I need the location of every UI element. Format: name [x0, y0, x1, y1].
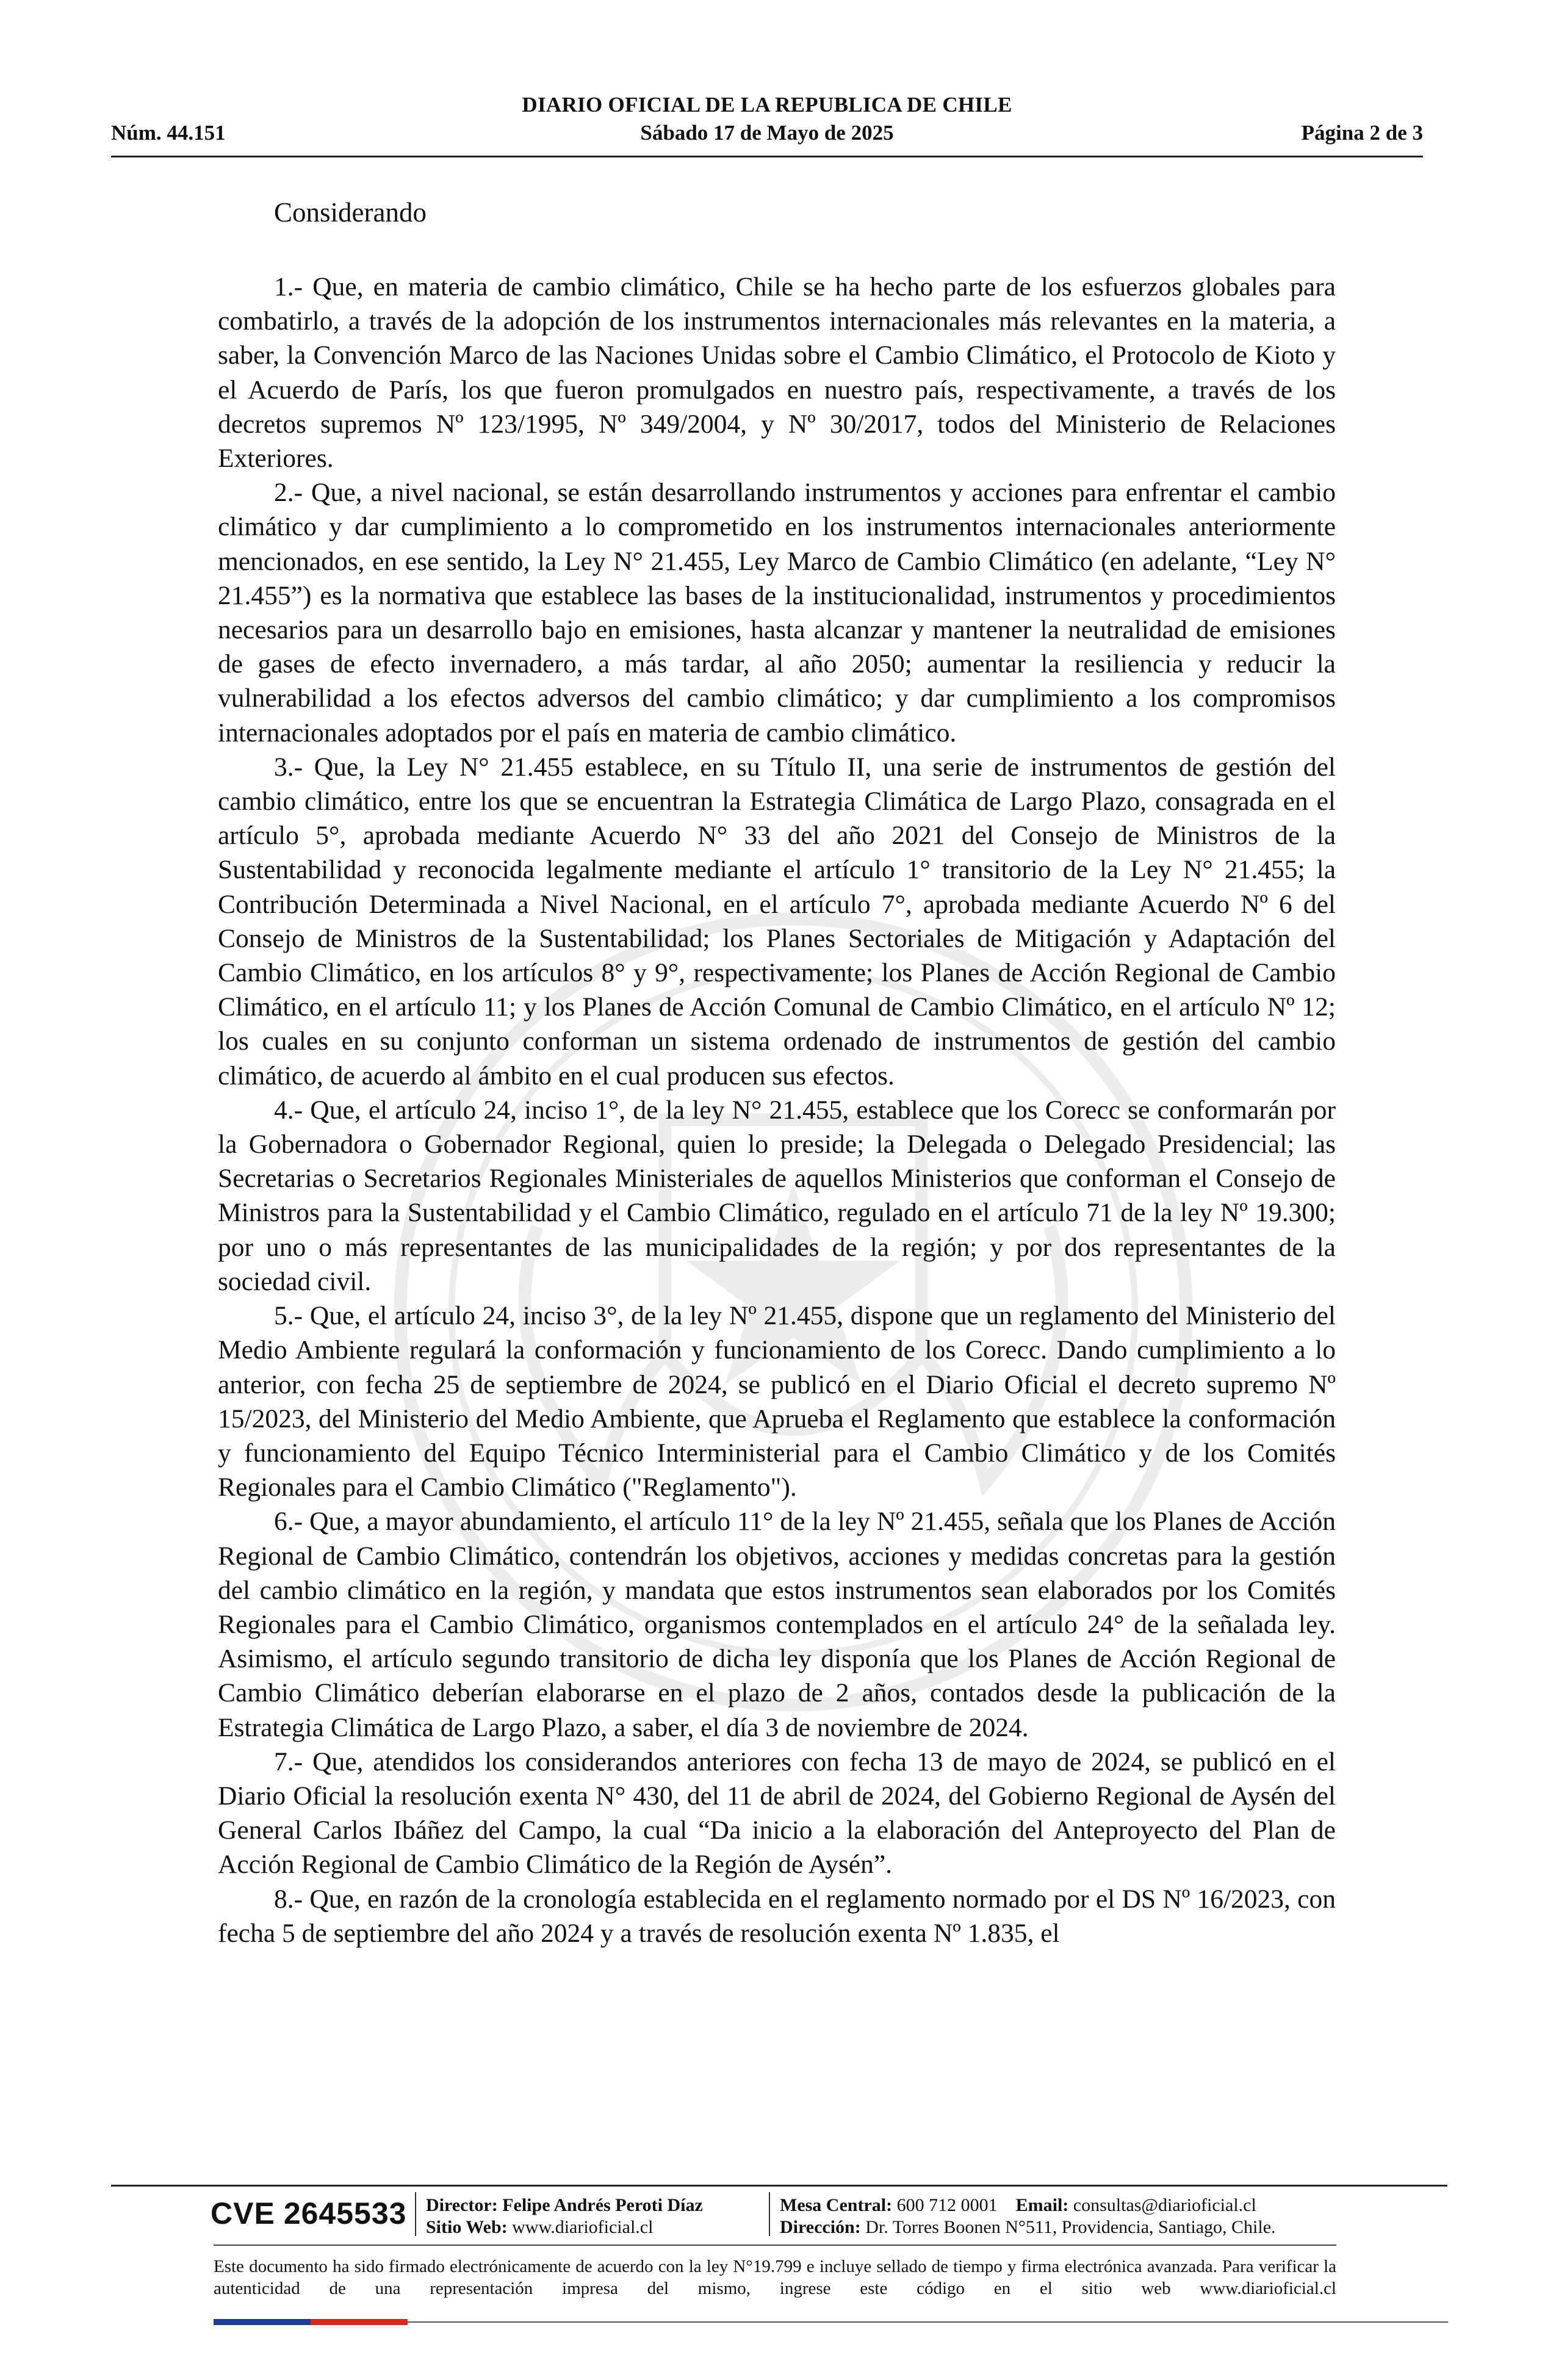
flag-red-segment	[311, 2319, 408, 2325]
page-header	[111, 93, 1423, 160]
footer-divider-mid	[214, 2245, 1336, 2246]
flag-stripe	[214, 2319, 408, 2325]
paragraph-8: 8.- Que, en razón de la cronología establecida en el reglamento normado por el DS Nº 16/2023, con fecha 5 de septiembre del año 2024 y a través de resolución exenta Nº 1.835, el	[218, 1884, 1336, 1948]
section-heading: Considerando	[274, 197, 427, 228]
phone-number: 600 712 0001	[896, 2195, 998, 2215]
address-text: Dr. Torres Boonen N°511, Providencia, Santiago, Chile.	[865, 2217, 1276, 2237]
issue-number: Núm. 44.151	[111, 121, 226, 145]
footer-divider-top	[111, 2185, 1447, 2187]
paragraph-2: 2.- Que, a nivel nacional, se están desarrollando instrumentos y acciones para enfrentar el cambio climático y dar cumplimiento a lo comprometido en los instrumentos internacionales anteriormente mencionados, en ese sentido, la Ley N° 21.455, Ley Marco de Cambio Climático (en adelante, “Ley N° 21.455”) es la normativa que establece las bases de la institucionalidad, instrumentos y procedimientos necesarios para un desarrollo bajo en emisiones, hasta alcanzar y mantener la neutralidad de emisiones de gases de efecto invernadero, a más tardar, al año 2050; aumentar la resiliencia y reducir la vulnerabilidad a los efectos adversos del cambio climático; y dar cumplimiento a los compromisos internacionales adoptados por el país en materia de cambio climático.	[218, 478, 1336, 748]
paragraph-5: 5.- Que, el artículo 24, inciso 3°, de la ley Nº 21.455, dispone que un reglamento del Ministerio del Medio Ambiente regulará la conformación y funcionamiento de los Corecc. Dando cumplimiento a lo anterior, con fecha 25 de septiembre de 2024, se publicó en el Diario Oficial el decreto supremo Nº 15/2023, del Ministerio del Medio Ambiente, que Aprueba el Reglamento que establece la conformación y funcionamiento del Equipo Técnico Interministerial para el Cambio Climático y de los Comités Regionales para el Cambio Climático ("Reglamento").	[218, 1301, 1336, 1502]
page-indicator: Página 2 de 3	[1301, 121, 1423, 145]
cve-label: CVE	[211, 2196, 275, 2230]
footer-divider-bottom	[408, 2321, 1448, 2323]
paragraph-list	[218, 270, 1336, 1950]
flag-blue-segment	[214, 2319, 311, 2325]
email-link[interactable]: consultas@diarioficial.cl	[1073, 2195, 1256, 2215]
electronic-signature-notice: Este documento ha sido firmado electrónicamente de acuerdo con la ley N°19.799 e incluye sellado de tiempo y firma electrónica avanzada. Para verificar la autenticidad de una representación impresa del mismo, ingrese este código en el sitio web www.diarioficial.cl	[214, 2257, 1336, 2298]
newspaper-title: DIARIO OFICIAL DE LA REPUBLICA DE CHILE	[522, 93, 1012, 117]
address-label: Dirección:	[780, 2217, 861, 2237]
footer-contact-block	[780, 2194, 1276, 2238]
issue-date: Sábado 17 de Mayo de 2025	[640, 121, 894, 145]
footer-divider-vertical	[769, 2192, 770, 2236]
phone-label: Mesa Central:	[780, 2195, 893, 2215]
header-meta-row	[111, 121, 1423, 148]
paragraph-6: 6.- Que, a mayor abundamiento, el artículo 11° de la ley Nº 21.455, señala que los Planes de Acción Regional de Cambio Climático, contendrán los objetivos, acciones y medidas concretas para la gestión del cambio climático en la región, y mandata que estos instrumentos sean elaborados por los Comités Regionales para el Cambio Climático, organismos contemplados en el artículo 24° de la señalada ley. Asimismo, el artículo segundo transitorio de dicha ley disponía que los Planes de Acción Regional de Cambio Climático deberían elaborarse en el plazo de 2 años, contados desde la publicación de la Estrategia Climática de Largo Plazo, a saber, el día 3 de noviembre de 2024.	[218, 1507, 1336, 1742]
footer-divider-vertical	[415, 2192, 416, 2236]
header-divider	[111, 156, 1423, 157]
email-label: Email:	[1015, 2195, 1069, 2215]
cve-code	[211, 2194, 406, 2233]
website-label: Sitio Web:	[426, 2217, 508, 2237]
website-link[interactable]: www.diarioficial.cl	[512, 2217, 654, 2237]
director-name: Felipe Andrés Peroti Díaz	[502, 2195, 703, 2215]
document-body	[218, 183, 1336, 1950]
paragraph-4: 4.- Que, el artículo 24, inciso 1°, de la ley N° 21.455, establece que los Corecc se conformarán por la Gobernadora o Gobernador Regional, quien lo preside; la Delegada o Delegado Presidencial; las Secretarias o Secretarios Regionales Ministeriales de aquellos Ministerios que conforman el Consejo de Ministros para la Sustentabilidad y el Cambio Climático, regulado en el artículo 71 de la ley Nº 19.300; por uno o más representantes de las municipalidades de la región; y por dos representantes de la sociedad civil.	[218, 1095, 1336, 1296]
paragraph-3: 3.- Que, la Ley N° 21.455 establece, en su Título II, una serie de instrumentos de gestión del cambio climático, entre los que se encuentran la Estrategia Climática de Largo Plazo, consagrada en el artículo 5°, aprobada mediante Acuerdo N° 33 del año 2021 del Consejo de Ministros de la Sustentabilidad y reconocida legalmente mediante el artículo 1° transitorio de la Ley N° 21.455; la Contribución Determinada a Nivel Nacional, en el artículo 7°, aprobada mediante Acuerdo Nº 6 del Consejo de Ministros de la Sustentabilidad; los Planes Sectoriales de Mitigación y Adaptación del Cambio Climático, en los artículos 8° y 9°, respectivamente; los Planes de Acción Regional de Cambio Climático, en el artículo 11; y los Planes de Acción Comunal de Cambio Climático, en el artículo Nº 12; los cuales en su conjunto conforman un sistema ordenado de instrumentos de gestión del cambio climático, de acuerdo al ámbito en el cual producen sus efectos.	[218, 752, 1336, 1091]
paragraph-1: 1.- Que, en materia de cambio climático, Chile se ha hecho parte de los esfuerzos globales para combatirlo, a través de la adopción de los instrumentos internacionales más relevantes en la materia, a saber, la Convención Marco de las Naciones Unidas sobre el Cambio Climático, el Protocolo de Kioto y el Acuerdo de París, los que fueron promulgados en nuestro país, respectivamente, a través de los decretos supremos Nº 123/1995, Nº 349/2004, y Nº 30/2017, todos del Ministerio de Relaciones Exteriores.	[218, 272, 1336, 474]
cve-number: 2645533	[283, 2196, 407, 2230]
footer-director-block	[426, 2194, 703, 2238]
director-label: Director:	[426, 2195, 498, 2215]
paragraph-7: 7.- Que, atendidos los considerandos anteriores con fecha 13 de mayo de 2024, se publicó en el Diario Oficial la resolución exenta N° 430, del 11 de abril de 2024, del Gobierno Regional de Aysén del General Carlos Ibáñez del Campo, la cual “Da inicio a la elaboración del Anteproyecto del Plan de Acción Regional de Cambio Climático de la Región de Aysén”.	[218, 1747, 1336, 1880]
